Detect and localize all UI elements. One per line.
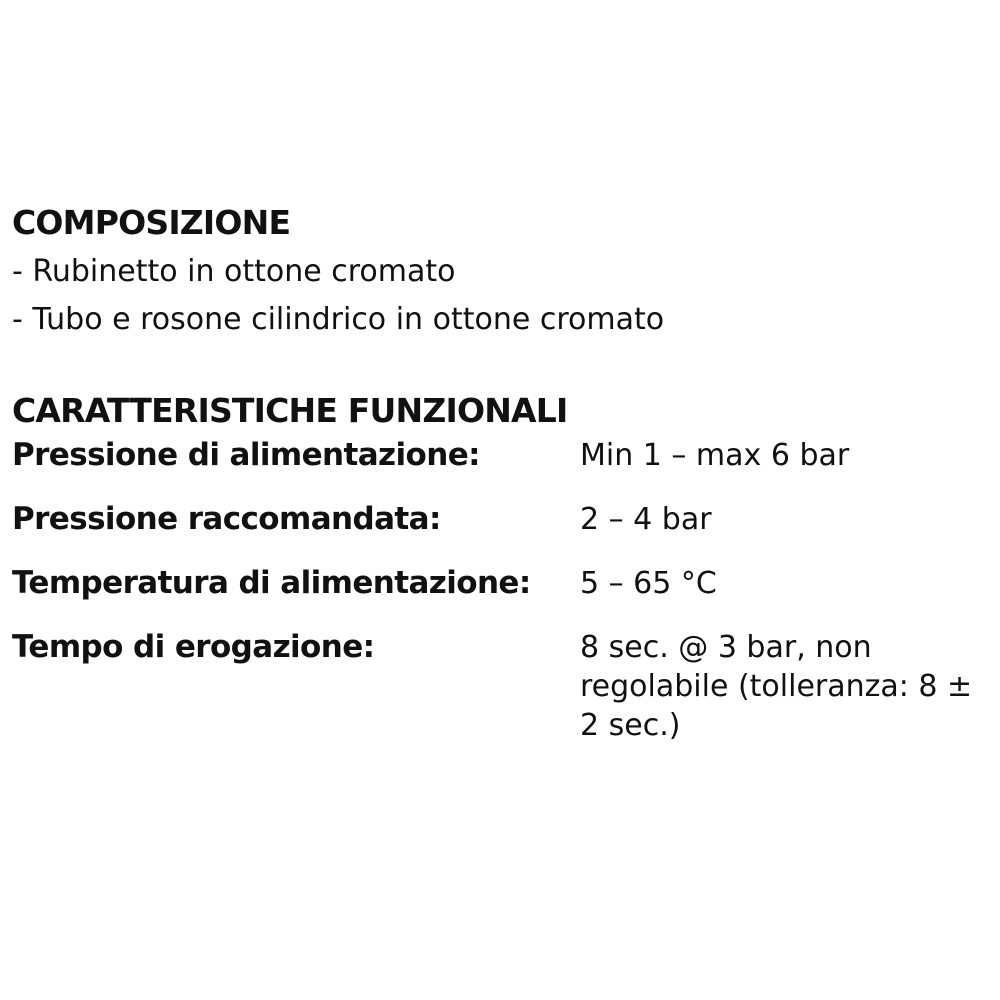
composition-heading: COMPOSIZIONE [12, 203, 291, 242]
spec-value: 5 – 65 °C [580, 566, 717, 601]
spec-label: Pressione di alimentazione: [12, 437, 480, 473]
composition-item: - Rubinetto in ottone cromato [12, 254, 456, 289]
composition-section [12, 198, 988, 344]
product-spec-sheet [12, 198, 988, 745]
functional-characteristics-heading: CARATTERISTICHE FUNZIONALI [12, 391, 568, 430]
spec-row-supply-pressure [12, 436, 988, 475]
composition-list [12, 248, 988, 344]
spec-value: 2 – 4 bar [580, 502, 712, 537]
spec-value: Min 1 – max 6 bar [580, 438, 850, 473]
spec-label: Pressione raccomandata: [12, 501, 441, 537]
functional-characteristics-section [12, 386, 988, 745]
spec-row-supply-temperature [12, 564, 988, 603]
composition-item: - Tubo e rosone cilindrico in ottone cromato [12, 302, 665, 337]
spec-row-dispensing-time [12, 628, 988, 745]
spec-label: Tempo di erogazione: [12, 629, 375, 665]
spec-label: Temperatura di alimentazione: [12, 565, 531, 601]
spec-row-recommended-pressure [12, 500, 988, 539]
spec-value: 8 sec. @ 3 bar, non regolabile (tolleranza: 8 ± 2 sec.) [580, 630, 973, 743]
